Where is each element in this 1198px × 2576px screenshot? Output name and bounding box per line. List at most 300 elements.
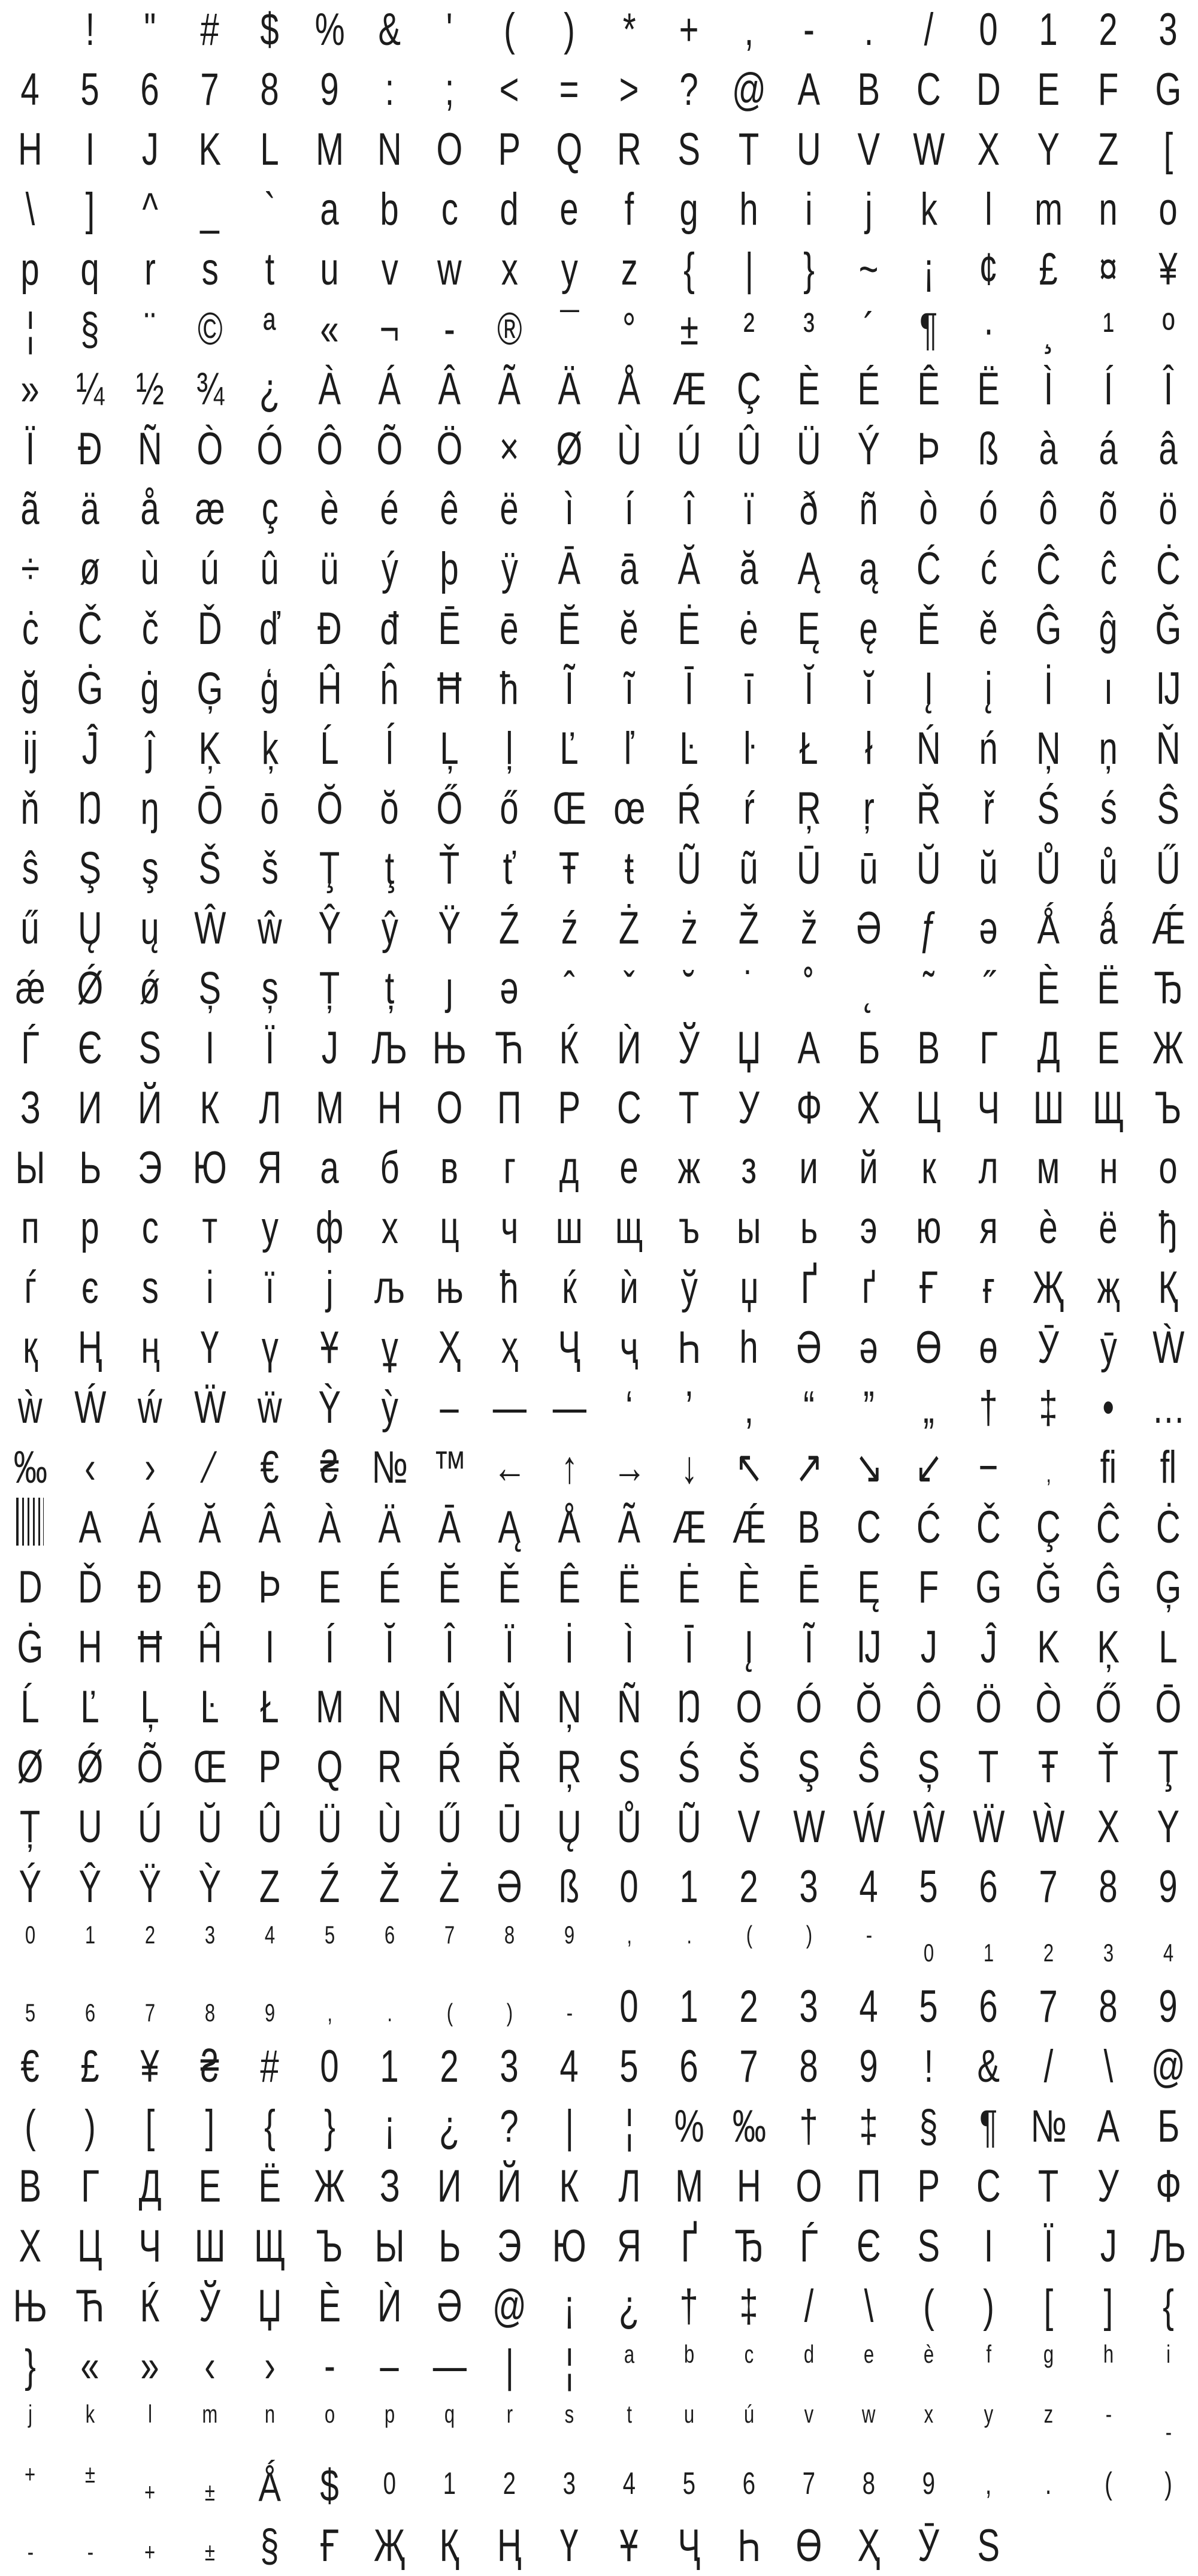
glyph: [ xyxy=(1043,2281,1053,2332)
glyph: ! xyxy=(924,2041,933,2092)
glyph: Y xyxy=(1157,1801,1179,1852)
glyph-cell xyxy=(659,899,719,959)
glyph-cell xyxy=(839,1558,898,1617)
glyph-cell xyxy=(120,180,180,240)
glyph: қ xyxy=(23,1322,37,1373)
glyph: ¿ xyxy=(259,364,280,415)
glyph: Ó xyxy=(795,1682,822,1733)
glyph: ú xyxy=(743,2400,754,2428)
glyph-cell xyxy=(0,1318,60,1378)
glyph: ą xyxy=(859,543,878,594)
glyph-cell xyxy=(479,0,539,60)
glyph: 9 xyxy=(859,2041,878,2092)
glyph: 5 xyxy=(324,1921,335,1949)
glyph: Ī xyxy=(684,1622,694,1673)
glyph: Ý xyxy=(19,1861,41,1912)
glyph-cell xyxy=(719,1917,779,1977)
glyph: Ђ xyxy=(1154,963,1182,1014)
glyph: Õ xyxy=(137,1741,163,1792)
glyph-cell xyxy=(300,1558,359,1617)
glyph: õ xyxy=(1099,483,1118,534)
glyph-cell xyxy=(779,1078,839,1138)
glyph-cell xyxy=(719,1078,779,1138)
glyph: Œ xyxy=(552,783,586,834)
glyph: À xyxy=(318,1502,341,1553)
glyph-cell xyxy=(479,2097,539,2157)
glyph: ǽ xyxy=(15,963,45,1014)
glyph: Ǻ xyxy=(1037,903,1060,954)
glyph-cell xyxy=(60,599,120,659)
glyph-cell xyxy=(719,60,779,120)
glyph: X xyxy=(977,124,1000,175)
glyph: J xyxy=(920,1622,937,1673)
glyph: ( xyxy=(746,1921,752,1949)
glyph: ħ xyxy=(500,663,519,714)
glyph: ẃ xyxy=(138,1382,162,1433)
glyph-cell xyxy=(1138,60,1198,120)
glyph-cell xyxy=(839,2396,898,2456)
glyph-cell xyxy=(1078,1198,1138,1258)
glyph-cell xyxy=(898,2157,958,2217)
glyph-cell xyxy=(958,2516,1018,2576)
glyph-cell xyxy=(839,1797,898,1857)
glyph-cell xyxy=(599,0,659,60)
glyph-cell xyxy=(300,899,359,959)
glyph: Ѐ xyxy=(1037,963,1060,1014)
glyph: ? xyxy=(679,64,698,115)
glyph-cell xyxy=(898,120,958,180)
glyph-cell xyxy=(779,0,839,60)
glyph-cell xyxy=(60,1438,120,1498)
glyph: ( xyxy=(504,4,515,55)
glyph: ß xyxy=(559,1861,579,1912)
glyph: ˇ xyxy=(624,963,634,1014)
glyph: Ĉ xyxy=(1096,1502,1120,1553)
glyph-cell xyxy=(839,1977,898,2037)
glyph: ô xyxy=(1039,483,1058,534)
glyph-cell xyxy=(419,1438,479,1498)
glyph-cell xyxy=(1018,1917,1078,1977)
glyph: Þ xyxy=(258,1562,281,1613)
glyph-cell xyxy=(539,1617,599,1677)
glyph-cell xyxy=(60,240,120,300)
glyph: } xyxy=(803,244,815,295)
glyph-cell xyxy=(839,1737,898,1797)
glyph: Ó xyxy=(256,424,283,474)
glyph: Î xyxy=(1163,364,1173,415)
glyph: r xyxy=(506,2400,512,2428)
glyph: Ś xyxy=(677,1741,700,1792)
glyph: 9 xyxy=(1158,1981,1178,2032)
glyph-cell xyxy=(479,1558,539,1617)
glyph: ‡ xyxy=(859,2101,878,2152)
glyph-cell xyxy=(120,2516,180,2576)
glyph-cell xyxy=(898,1018,958,1078)
glyph-cell xyxy=(479,2276,539,2336)
glyph: Á xyxy=(138,1502,161,1553)
glyph: Ĺ xyxy=(20,1682,40,1733)
glyph: ų xyxy=(140,903,159,954)
glyph: # xyxy=(200,4,219,55)
glyph: 6 xyxy=(742,2466,755,2501)
glyph: Ҷ xyxy=(677,2520,700,2571)
glyph: Ċ xyxy=(1156,1502,1180,1553)
glyph: Һ xyxy=(737,2520,760,2571)
glyph: & xyxy=(378,4,401,55)
glyph-cell xyxy=(180,1378,240,1438)
glyph: Р xyxy=(558,1083,580,1133)
glyph-cell xyxy=(479,1378,539,1438)
glyph: Â xyxy=(258,1502,281,1553)
glyph: ĭ xyxy=(864,663,873,714)
glyph: щ xyxy=(615,1202,643,1253)
glyph: - xyxy=(566,1998,572,2027)
glyph-cell xyxy=(659,659,719,719)
glyph: № xyxy=(1030,2101,1066,2152)
glyph: ì xyxy=(564,483,574,534)
glyph: Ą xyxy=(797,543,820,594)
glyph: Ә xyxy=(437,2281,462,2332)
glyph: 2 xyxy=(144,1921,155,1949)
glyph-cell xyxy=(60,180,120,240)
glyph-cell xyxy=(958,719,1018,779)
glyph: Ę xyxy=(857,1562,880,1613)
glyph-cell xyxy=(719,240,779,300)
glyph-cell xyxy=(1138,1917,1198,1977)
glyph: ) xyxy=(506,1998,512,2027)
glyph: ķ xyxy=(261,723,278,774)
glyph: c xyxy=(441,184,458,235)
glyph: N xyxy=(377,1682,401,1733)
glyph-cell xyxy=(240,2037,300,2097)
glyph: І xyxy=(205,1023,214,1074)
glyph-cell xyxy=(719,1977,779,2037)
glyph: ů xyxy=(1099,843,1118,894)
glyph-cell xyxy=(419,1797,479,1857)
glyph-cell xyxy=(359,539,419,599)
glyph-cell xyxy=(180,1198,240,1258)
glyph-cell xyxy=(359,1797,419,1857)
glyph: Û xyxy=(737,424,761,474)
glyph-cell xyxy=(958,479,1018,539)
glyph: ř xyxy=(983,783,994,834)
glyph-cell xyxy=(120,1018,180,1078)
glyph: ˝ xyxy=(983,963,994,1014)
glyph: 5 xyxy=(80,64,99,115)
glyph-cell xyxy=(958,1797,1018,1857)
glyph-cell xyxy=(479,120,539,180)
glyph-cell xyxy=(0,539,60,599)
glyph: ə xyxy=(979,903,998,954)
glyph-cell xyxy=(359,1318,419,1378)
glyph: ↗ xyxy=(794,1442,823,1493)
glyph: 6 xyxy=(84,1998,95,2027)
glyph-cell xyxy=(479,1318,539,1378)
glyph: З xyxy=(379,2161,400,2212)
glyph-cell xyxy=(60,539,120,599)
glyph: Ľ xyxy=(559,723,579,774)
glyph-cell xyxy=(180,1018,240,1078)
glyph-cell xyxy=(60,1917,120,1977)
glyph: Ũ xyxy=(677,1801,701,1852)
glyph-cell xyxy=(1078,899,1138,959)
glyph: Ț xyxy=(319,963,340,1014)
glyph: t xyxy=(265,244,274,295)
glyph-cell xyxy=(300,2217,359,2276)
glyph: 0 xyxy=(383,2466,396,2501)
glyph-cell xyxy=(359,0,419,60)
glyph: − xyxy=(978,1442,999,1493)
glyph: ø xyxy=(80,543,100,594)
glyph-cell xyxy=(719,1258,779,1318)
glyph: Ш xyxy=(194,2221,225,2272)
glyph: Ỳ xyxy=(318,1382,341,1433)
glyph: È xyxy=(737,1562,760,1613)
glyph: э xyxy=(860,1202,877,1253)
glyph-cell xyxy=(1078,779,1138,839)
glyph-cell xyxy=(719,1617,779,1677)
glyph: đ xyxy=(380,603,399,654)
glyph-cell xyxy=(300,2097,359,2157)
glyph: п xyxy=(21,1202,39,1253)
glyph-cell xyxy=(240,300,300,359)
glyph-cell xyxy=(659,1198,719,1258)
glyph-cell xyxy=(359,60,419,120)
glyph-cell xyxy=(479,1797,539,1857)
glyph-cell xyxy=(898,2097,958,2157)
glyph-cell xyxy=(898,659,958,719)
glyph: … xyxy=(1151,1382,1185,1433)
glyph: 3 xyxy=(204,1921,215,1949)
glyph-cell xyxy=(539,1977,599,2037)
glyph-cell xyxy=(1018,240,1078,300)
glyph: « xyxy=(320,304,339,355)
glyph: „ xyxy=(923,1382,934,1433)
glyph: ã xyxy=(20,483,40,534)
glyph-cell xyxy=(839,419,898,479)
glyph: Д xyxy=(138,2161,161,2212)
glyph: F xyxy=(1098,64,1118,115)
glyph: † xyxy=(799,2101,818,2152)
glyph: Ŝ xyxy=(1157,783,1179,834)
glyph: è xyxy=(923,2340,934,2368)
glyph: ú xyxy=(200,543,219,594)
glyph: Ï xyxy=(504,1622,514,1673)
glyph: 9 xyxy=(922,2466,935,2501)
glyph: М xyxy=(315,1083,344,1133)
glyph: Ğ xyxy=(1035,1562,1061,1613)
glyph-cell xyxy=(659,359,719,419)
glyph: ľ xyxy=(624,723,634,774)
glyph-cell xyxy=(1078,959,1138,1018)
glyph: ҷ xyxy=(620,1322,638,1373)
glyph: fi xyxy=(1100,1442,1117,1493)
glyph-cell xyxy=(839,120,898,180)
glyph: Š xyxy=(198,843,221,894)
glyph-cell xyxy=(1078,60,1138,120)
glyph-cell xyxy=(719,1018,779,1078)
glyph: ѐ xyxy=(1039,1202,1058,1253)
glyph-cell xyxy=(419,1018,479,1078)
glyph: Љ xyxy=(1150,2221,1186,2272)
glyph: Ì xyxy=(1043,364,1053,415)
glyph: * xyxy=(622,4,636,55)
glyph: ī xyxy=(744,663,754,714)
glyph-cell xyxy=(60,1797,120,1857)
glyph-cell xyxy=(839,2217,898,2276)
glyph: ³ xyxy=(803,304,814,355)
glyph: Ѝ xyxy=(617,1023,641,1074)
glyph: à xyxy=(1039,424,1058,474)
glyph-cell xyxy=(359,240,419,300)
glyph: Ќ xyxy=(140,2281,160,2332)
glyph: ü xyxy=(320,543,339,594)
glyph-cell xyxy=(240,719,300,779)
glyph: Ń xyxy=(437,1682,461,1733)
glyph-cell xyxy=(719,959,779,1018)
glyph-cell xyxy=(1018,1018,1078,1078)
glyph-cell xyxy=(1018,1438,1078,1498)
glyph-cell xyxy=(419,1138,479,1198)
glyph: - xyxy=(324,2341,335,2391)
glyph: Ż xyxy=(619,903,639,954)
glyph: Ğ xyxy=(1155,603,1181,654)
glyph-cell xyxy=(180,599,240,659)
glyph-cell xyxy=(898,1677,958,1737)
glyph: . xyxy=(1045,2466,1051,2501)
glyph-cell xyxy=(719,899,779,959)
glyph-cell xyxy=(60,1737,120,1797)
glyph: ý xyxy=(381,543,398,594)
glyph: ` xyxy=(264,184,275,235)
glyph: ĝ xyxy=(1099,603,1118,654)
glyph: 8 xyxy=(260,64,279,115)
glyph-cell xyxy=(839,2456,898,2516)
glyph: { xyxy=(683,244,695,295)
glyph-cell xyxy=(60,1977,120,2037)
glyph-cell xyxy=(240,60,300,120)
glyph: ċ xyxy=(22,603,38,654)
glyph: 1 xyxy=(84,1921,95,1949)
glyph-cell xyxy=(539,1078,599,1138)
glyph-cell xyxy=(479,719,539,779)
glyph-cell xyxy=(779,120,839,180)
glyph: ĥ xyxy=(380,663,399,714)
glyph-cell xyxy=(0,1258,60,1318)
glyph: ň xyxy=(20,783,40,834)
glyph-cell xyxy=(180,2276,240,2336)
glyph: Ю xyxy=(192,1142,227,1193)
glyph: ў xyxy=(680,1262,697,1313)
glyph: Б xyxy=(857,1023,880,1074)
glyph-cell xyxy=(300,2516,359,2576)
glyph-cell xyxy=(300,1318,359,1378)
glyph-cell xyxy=(839,1198,898,1258)
glyph-cell xyxy=(839,2516,898,2576)
glyph-cell xyxy=(300,1018,359,1078)
glyph: Ћ xyxy=(495,1023,524,1074)
glyph: Ș xyxy=(917,1741,940,1792)
glyph: Ў xyxy=(199,2281,220,2332)
glyph: Õ xyxy=(376,424,403,474)
glyph-cell xyxy=(958,779,1018,839)
glyph: П xyxy=(497,1083,521,1133)
glyph-cell xyxy=(719,2037,779,2097)
glyph: Í xyxy=(1103,364,1113,415)
glyph: м xyxy=(1037,1142,1060,1193)
glyph: 9 xyxy=(564,1921,574,1949)
glyph: O xyxy=(736,1682,762,1733)
glyph-cell xyxy=(1138,959,1198,1018)
glyph-cell xyxy=(240,2456,300,2516)
glyph-cell xyxy=(240,1078,300,1138)
glyph-cell xyxy=(0,479,60,539)
glyph-cell xyxy=(0,839,60,899)
glyph: ŏ xyxy=(380,783,399,834)
glyph: ŝ xyxy=(22,843,38,894)
glyph-cell xyxy=(60,1617,120,1677)
glyph-cell xyxy=(659,60,719,120)
glyph: ė xyxy=(739,603,758,654)
glyph-cell xyxy=(898,1438,958,1498)
glyph-cell xyxy=(539,1797,599,1857)
glyph-cell xyxy=(958,120,1018,180)
glyph: Ъ xyxy=(316,2221,343,2272)
glyph-cell xyxy=(1078,0,1138,60)
glyph-cell xyxy=(599,1917,659,1977)
glyph-cell xyxy=(898,1378,958,1438)
glyph: Ĭ xyxy=(804,663,813,714)
glyph: Ġ xyxy=(17,1622,43,1673)
glyph-cell xyxy=(419,240,479,300)
glyph: Ū xyxy=(497,1801,521,1852)
glyph: \ xyxy=(25,184,35,235)
glyph-cell xyxy=(659,2456,719,2516)
glyph-cell xyxy=(240,0,300,60)
glyph: Ҳ xyxy=(438,1322,461,1373)
glyph: — xyxy=(432,2341,466,2391)
glyph: Į xyxy=(924,663,933,714)
glyph-cell xyxy=(898,1138,958,1198)
glyph: Ǽ xyxy=(732,1502,766,1553)
glyph: Ў xyxy=(678,1023,700,1074)
glyph-cell xyxy=(1138,1498,1198,1558)
glyph: | xyxy=(745,244,753,295)
glyph-cell xyxy=(1138,2396,1198,2456)
glyph-cell xyxy=(958,1198,1018,1258)
glyph-cell xyxy=(180,1258,240,1318)
glyph: m xyxy=(202,2400,217,2428)
glyph-cell xyxy=(958,1378,1018,1438)
glyph-cell xyxy=(120,1797,180,1857)
glyph: Ы xyxy=(15,1142,45,1193)
glyph: € xyxy=(20,2041,40,2092)
glyph: Ө xyxy=(795,2520,822,2571)
glyph: a xyxy=(320,184,339,235)
glyph-cell xyxy=(479,180,539,240)
glyph: № xyxy=(371,1442,407,1493)
glyph: £ xyxy=(80,2041,99,2092)
glyph-cell xyxy=(599,839,659,899)
glyph-cell xyxy=(659,1258,719,1318)
glyph-cell xyxy=(180,1138,240,1198)
glyph-cell xyxy=(120,1258,180,1318)
glyph-cell xyxy=(1138,779,1198,839)
glyph-cell xyxy=(300,300,359,359)
glyph-cell xyxy=(898,1558,958,1617)
glyph: r xyxy=(144,244,155,295)
glyph-cell xyxy=(898,1498,958,1558)
